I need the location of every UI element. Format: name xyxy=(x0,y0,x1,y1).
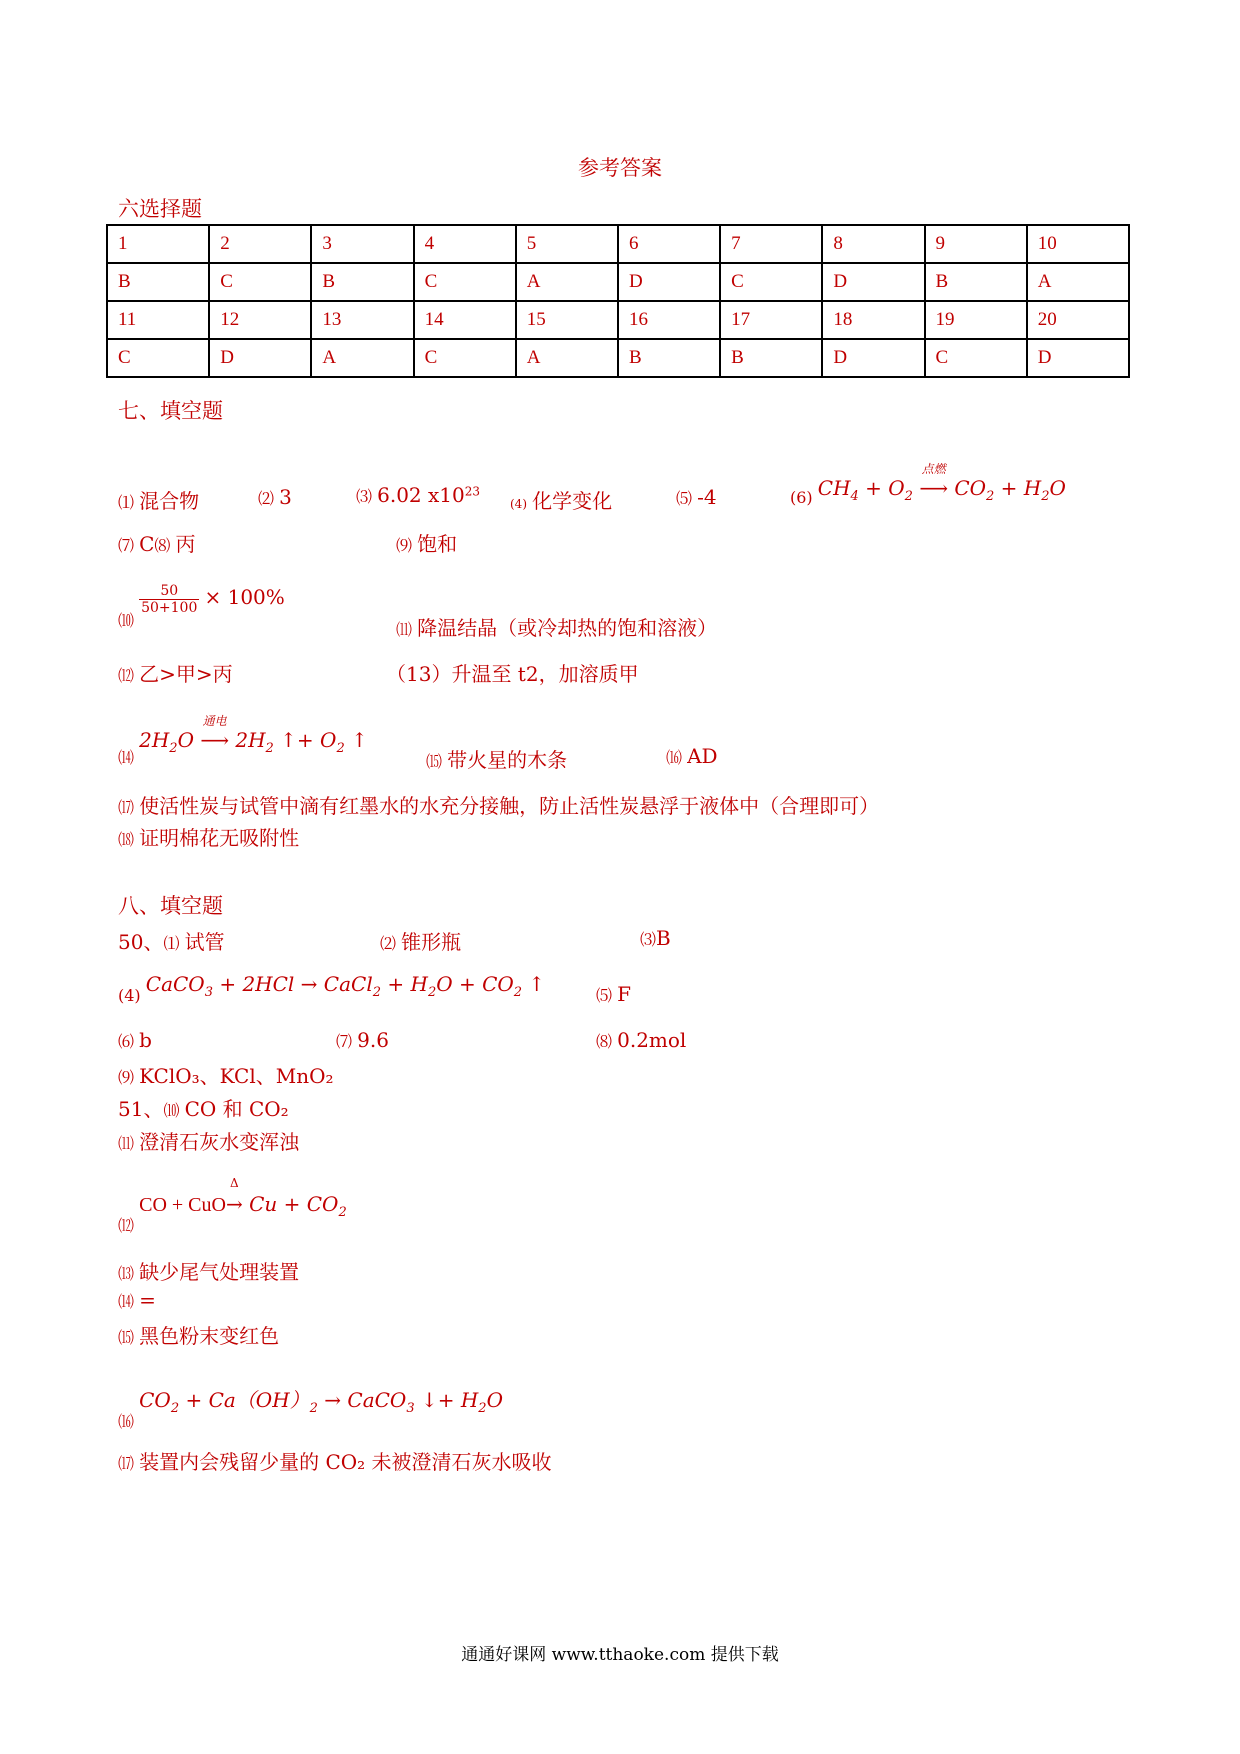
answer-c15-group xyxy=(118,1320,279,1349)
table-cell: 8 xyxy=(822,225,924,263)
mark-2: ⑵ xyxy=(258,489,275,508)
answer-17: 使活性炭与试管中滴有红墨水的水充分接触，防止活性炭悬浮于液体中（合理即可） xyxy=(139,794,880,818)
mark-3: ⑶ xyxy=(356,487,373,506)
answer-c14: = xyxy=(139,1288,156,1312)
mark-b2: ⑵ xyxy=(380,934,397,953)
answer-13: （13）升温至 t2，加溶质甲 xyxy=(386,662,639,686)
answer-line-1 xyxy=(118,485,199,514)
answer-b1: 试管 xyxy=(184,930,225,954)
table-cell: 12 xyxy=(209,301,311,339)
mark-1: ⑴ xyxy=(118,493,135,512)
answer-15-group xyxy=(426,744,567,773)
answer-2-group xyxy=(258,485,292,509)
answer-10-tail: × 100% xyxy=(204,585,285,609)
table-cell: 6 xyxy=(618,225,720,263)
mark-10: ⑽ xyxy=(118,611,135,630)
table-row xyxy=(107,225,1129,263)
answer-4-group xyxy=(510,485,612,514)
mark-16: ⒃ xyxy=(666,748,683,767)
q50-line-1 xyxy=(118,926,225,955)
answer-18-group xyxy=(118,822,299,851)
table-cell: 5 xyxy=(516,225,618,263)
condition-heat: Δ xyxy=(230,1176,239,1190)
condition-ignite: 点燃 xyxy=(921,462,946,476)
equation-water-electrolysis: $2H_2O$ 通电 ⟶ $2H_2$ ↑+ $O_2$ ↑ xyxy=(139,714,368,756)
answer-c11: 澄清石灰水变浑浊 xyxy=(139,1130,300,1154)
mark-8: ⑻ xyxy=(154,536,171,555)
answer-b5: F xyxy=(617,982,631,1006)
answer-5-group xyxy=(676,485,717,509)
answer-14-group xyxy=(118,714,368,768)
mark-c10: ⑽ xyxy=(163,1101,180,1120)
answer-b3: B xyxy=(656,926,671,950)
answer-17-group xyxy=(118,790,879,819)
q51-prefix: 51、 xyxy=(118,1097,164,1121)
answer-c11-group xyxy=(118,1126,299,1155)
table-cell: 18 xyxy=(822,301,924,339)
table-cell: 1 xyxy=(107,225,209,263)
answer-c13-group xyxy=(118,1256,299,1285)
mark-c16: ⒃ xyxy=(118,1412,135,1431)
mark-b6: ⑹ xyxy=(118,1032,135,1051)
mark-9: ⑼ xyxy=(396,536,413,555)
mark-b7: ⑺ xyxy=(336,1032,353,1051)
answer-c10: CO 和 CO₂ xyxy=(184,1097,289,1121)
mark-c15: ⒂ xyxy=(118,1328,135,1347)
mark-5: ⑸ xyxy=(676,489,693,508)
answer-8: 丙 xyxy=(175,532,196,556)
answer-12: 乙>甲>丙 xyxy=(139,662,233,686)
answer-5: -4 xyxy=(697,485,717,509)
q50-prefix: 50、 xyxy=(118,930,164,954)
answer-15: 带火星的木条 xyxy=(447,748,568,772)
table-cell: C xyxy=(925,339,1027,377)
mark-18: ⒅ xyxy=(118,830,135,849)
equation-co2-limewater: $CO_2 + Ca(OH)_2$ → CaCO$_3$ ↓+ $H_2O$ xyxy=(139,1388,503,1416)
mark-b5: ⑸ xyxy=(596,986,613,1005)
answer-1: 混合物 xyxy=(139,489,200,513)
answer-2: 3 xyxy=(279,485,292,509)
table-cell: 3 xyxy=(311,225,413,263)
answer-11: 降温结晶（或冷却热的饱和溶液） xyxy=(417,616,718,640)
table-cell: D xyxy=(209,339,311,377)
answer-c17-group xyxy=(118,1446,552,1475)
answer-b3-group xyxy=(640,926,671,950)
table-cell: 19 xyxy=(925,301,1027,339)
section-6-heading: 六选择题 xyxy=(118,197,202,221)
page-title: 参考答案 xyxy=(578,156,662,180)
table-cell: C xyxy=(414,339,516,377)
q51-line-1 xyxy=(118,1093,289,1122)
equation-methane-combustion: $CH_4 + O_2$ 点燃 ⟶ $CO_2 + H_2O$ xyxy=(817,462,1066,504)
mark-4: (4) xyxy=(510,497,527,511)
mark-c17: ⒄ xyxy=(118,1454,135,1473)
table-cell: 10 xyxy=(1027,225,1129,263)
fraction-numerator: 50 xyxy=(139,583,199,600)
fraction xyxy=(139,583,199,616)
fraction-denominator: 50+100 xyxy=(141,600,198,616)
table-row xyxy=(107,263,1129,301)
mark-15: ⒂ xyxy=(426,752,443,771)
table-cell: 4 xyxy=(414,225,516,263)
mark-b1: ⑴ xyxy=(163,934,180,953)
answer-b2-group xyxy=(380,926,461,955)
table-cell: 14 xyxy=(414,301,516,339)
mark-b9: ⑼ xyxy=(118,1068,135,1087)
answer-3-exponent: 23 xyxy=(464,484,481,499)
answer-6-group xyxy=(790,462,1066,507)
table-cell: B xyxy=(618,339,720,377)
answer-4: 化学变化 xyxy=(532,489,613,513)
table-cell: 20 xyxy=(1027,301,1129,339)
answer-12-group xyxy=(118,658,233,687)
answer-b2: 锥形瓶 xyxy=(401,930,462,954)
answer-c14-group xyxy=(118,1288,156,1312)
table-cell: 2 xyxy=(209,225,311,263)
table-cell: A xyxy=(1027,263,1129,301)
answer-7: C xyxy=(139,532,155,556)
mark-7: ⑺ xyxy=(118,536,135,555)
answer-b7-group xyxy=(336,1028,389,1052)
answer-16-group xyxy=(666,744,718,768)
table-cell: D xyxy=(1027,339,1129,377)
answer-b8: 0.2mol xyxy=(617,1028,687,1052)
answer-c16-group xyxy=(118,1384,503,1432)
table-cell: D xyxy=(618,263,720,301)
equation-caco3-hcl: CaCO$_3$ + 2HCl → CaCl$_2$ + $H_2O + CO_2$ ↑ xyxy=(145,972,546,1000)
answer-11-group xyxy=(396,612,717,641)
mark-c14: ⒁ xyxy=(118,1292,135,1311)
answer-c12-group: ⑿ CO + CuO Δ → $Cu + CO_2$ xyxy=(118,1176,347,1235)
table-cell: A xyxy=(516,263,618,301)
answer-b4-group xyxy=(118,972,545,1005)
answer-b9-group xyxy=(118,1060,334,1089)
table-cell: B xyxy=(107,263,209,301)
answer-18: 证明棉花无吸附性 xyxy=(139,826,300,850)
table-cell: 16 xyxy=(618,301,720,339)
table-row xyxy=(107,301,1129,339)
table-cell: C xyxy=(414,263,516,301)
answer-b8-group xyxy=(596,1028,686,1052)
answer-3-group xyxy=(356,483,480,507)
mark-12: ⑿ xyxy=(118,666,135,685)
mark-11: ⑾ xyxy=(396,620,413,639)
mark-c13: ⒀ xyxy=(118,1264,135,1283)
mark-17: ⒄ xyxy=(118,798,135,817)
mark-c12: ⑿ xyxy=(118,1216,135,1235)
answer-b5-group xyxy=(596,982,631,1006)
answer-table xyxy=(106,224,1130,378)
table-cell: D xyxy=(822,263,924,301)
section-7-heading: 七、填空题 xyxy=(118,399,223,423)
table-cell: B xyxy=(720,339,822,377)
table-cell: 7 xyxy=(720,225,822,263)
table-cell: C xyxy=(107,339,209,377)
table-cell: 17 xyxy=(720,301,822,339)
answer-16: AD xyxy=(687,744,718,768)
mark-c11: ⑾ xyxy=(118,1134,135,1153)
answer-3-base: 6.02 x10 xyxy=(377,483,465,507)
table-cell: 15 xyxy=(516,301,618,339)
mark-b4: (4) xyxy=(118,986,141,1005)
equation-co-cuo: $Cu + CO_2$ xyxy=(242,1192,347,1220)
table-cell: 11 xyxy=(107,301,209,339)
answer-line-2 xyxy=(118,528,196,557)
condition-electrolysis: 通电 xyxy=(202,714,227,728)
table-cell: A xyxy=(516,339,618,377)
answer-c17: 装置内会残留少量的 CO₂ 未被澄清石灰水吸收 xyxy=(139,1450,552,1474)
answer-c15: 黑色粉末变红色 xyxy=(139,1324,280,1348)
mark-6: (6) xyxy=(790,488,813,507)
mark-b3: ⑶ xyxy=(640,930,657,949)
table-cell: 9 xyxy=(925,225,1027,263)
answer-10-group xyxy=(118,583,285,631)
answer-b6: b xyxy=(139,1028,152,1052)
answer-b6-group xyxy=(118,1028,152,1052)
table-cell: B xyxy=(311,263,413,301)
table-cell: B xyxy=(925,263,1027,301)
answer-9-group xyxy=(396,528,457,557)
table-cell: C xyxy=(209,263,311,301)
answer-b7: 9.6 xyxy=(357,1028,389,1052)
footer-source: 通通好课网 www.tthaoke.com 提供下载 xyxy=(461,1645,779,1665)
table-cell: 13 xyxy=(311,301,413,339)
mark-b8: ⑻ xyxy=(596,1032,613,1051)
table-cell: D xyxy=(822,339,924,377)
answer-9: 饱和 xyxy=(417,532,458,556)
table-cell: C xyxy=(720,263,822,301)
answer-c13: 缺少尾气处理装置 xyxy=(139,1260,300,1284)
table-row xyxy=(107,339,1129,377)
table-cell: A xyxy=(311,339,413,377)
section-8-heading: 八、填空题 xyxy=(118,894,223,918)
answer-b9: KClO₃、KCl、MnO₂ xyxy=(139,1064,334,1088)
mark-14: ⒁ xyxy=(118,748,135,767)
